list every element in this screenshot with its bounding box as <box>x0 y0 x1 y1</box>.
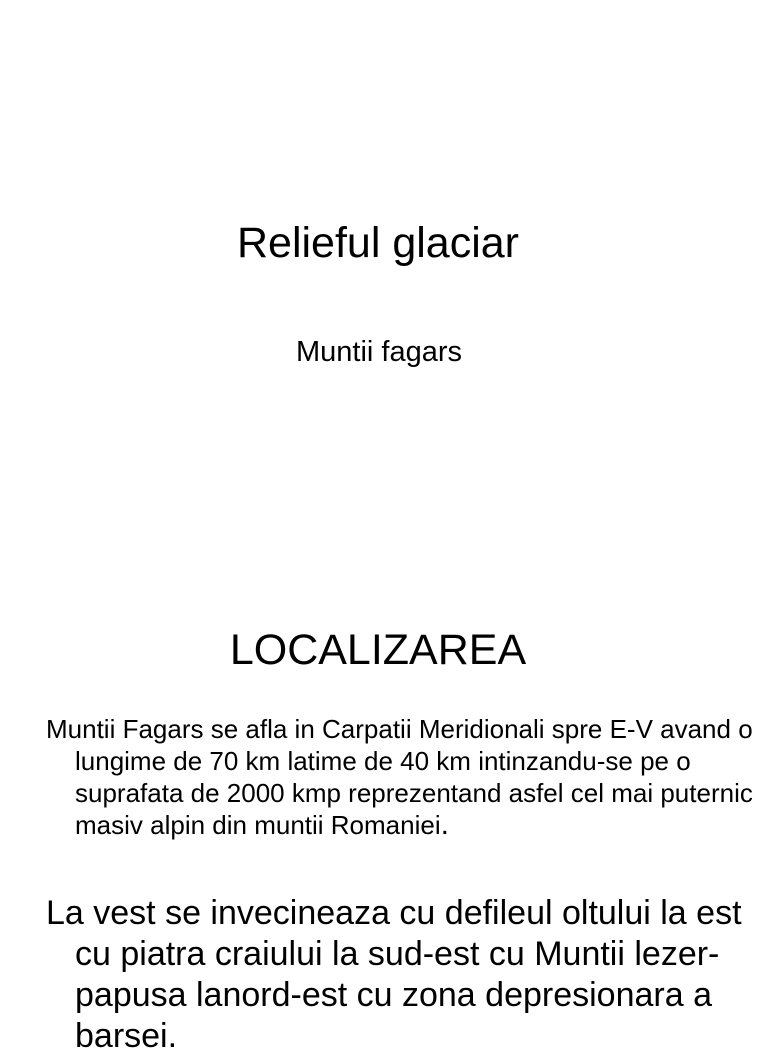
title-slide <box>0 0 768 512</box>
section-title: LOCALIZAREA <box>229 626 527 674</box>
location-paragraph-text: Muntii Fagars se afla in Carpatii Meridionali spre E-V avand o lungime de 70 km latime de 40 km intinzandu-se pe o suprafata de 2000 kmp reprezentand asfel cel mai puternic masiv alpin din muntii Romaniei <box>46 714 753 840</box>
slide-subtitle: Muntii fagars <box>295 336 462 368</box>
content-slide <box>0 512 768 1055</box>
location-paragraph-period: . <box>440 808 449 841</box>
location-paragraph <box>46 713 765 841</box>
slide-title: Relieful glaciar <box>236 219 520 267</box>
neighbors-paragraph: La vest se invecineaza cu defileul oltului la est cu piatra craiului la sud-est cu Muntii lezer-papusa lanord-est cu zona depresionara a barsei. <box>46 894 742 1055</box>
